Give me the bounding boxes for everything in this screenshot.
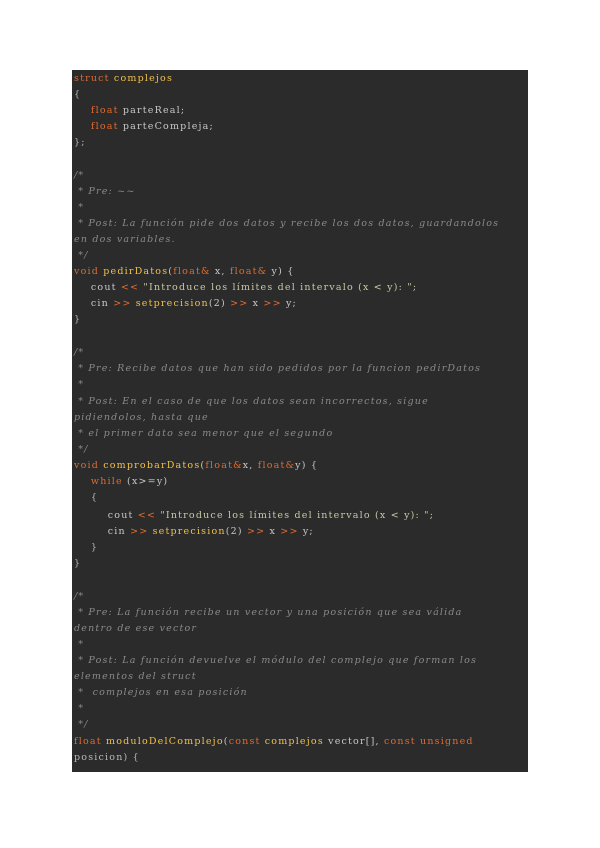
comment-line: */ bbox=[74, 444, 89, 455]
keyword: const unsigned bbox=[383, 736, 474, 747]
code-text: cin bbox=[74, 526, 131, 537]
code-line bbox=[74, 526, 528, 538]
code-line bbox=[74, 460, 528, 472]
comment-line: * Post: La función pide dos datos y recibe los dos datos, guardandolos bbox=[74, 218, 500, 229]
code-text: cin bbox=[74, 298, 114, 309]
function-name: pedirDatos bbox=[99, 266, 169, 277]
comment-line: pidiendolos, hasta que bbox=[74, 412, 209, 423]
code-line bbox=[74, 105, 528, 117]
code-line: { bbox=[74, 89, 82, 100]
function-name: moduloDelComplejo bbox=[101, 736, 224, 747]
code-text: y; bbox=[298, 526, 314, 537]
code-line: }; bbox=[74, 137, 86, 148]
code-line bbox=[74, 121, 528, 133]
operator: >> bbox=[246, 526, 266, 537]
comment-line: dentro de ese vector bbox=[74, 623, 198, 634]
keyword: void bbox=[74, 460, 100, 471]
keyword: float& bbox=[257, 460, 296, 471]
code-text: cout bbox=[74, 282, 121, 293]
comment-line: en dos variables. bbox=[74, 234, 176, 245]
code-text: vector[], bbox=[323, 736, 384, 747]
keyword: struct bbox=[74, 73, 110, 84]
code-line: } bbox=[74, 558, 82, 569]
comment-line: */ bbox=[74, 719, 89, 730]
keyword: float& bbox=[229, 266, 268, 277]
code-text: ( bbox=[200, 460, 206, 471]
comment-line: * el primer dato sea menor que el segundo bbox=[74, 428, 334, 439]
code-text: (2) bbox=[225, 526, 247, 537]
code-text: y; bbox=[281, 298, 297, 309]
operator: >> bbox=[263, 298, 282, 309]
code-line: { bbox=[74, 492, 99, 503]
string: "Introduce los límites del intervalo (x < y): "; bbox=[139, 282, 418, 293]
comment-line: * Pre: La función recibe un vector y una posición que sea válida bbox=[74, 607, 463, 618]
keyword: float& bbox=[173, 266, 211, 277]
function-name: setprecision bbox=[131, 298, 209, 309]
code-line: } bbox=[74, 314, 82, 325]
function-name: setprecision bbox=[148, 526, 226, 537]
comment-line: * Pre: Recibe datos que han sido pedidos por la funcion pedirDatos bbox=[74, 363, 482, 374]
code-text: ( bbox=[223, 736, 229, 747]
keyword: float bbox=[74, 105, 119, 116]
code-line: posicion) { bbox=[74, 752, 140, 763]
code-text: y) { bbox=[295, 460, 319, 471]
comment-line: /* bbox=[74, 347, 85, 358]
keyword: void bbox=[74, 266, 100, 277]
code-text: (x>=y) bbox=[122, 476, 169, 487]
keyword: float& bbox=[205, 460, 243, 471]
comment-line: * Post: La función devuelve el módulo del complejo que forman los bbox=[74, 655, 478, 666]
code-block bbox=[72, 70, 528, 772]
keyword: float bbox=[74, 121, 119, 132]
operator: >> bbox=[230, 298, 249, 309]
comment-line: */ bbox=[74, 250, 89, 261]
comment-line: * complejos en esa posición bbox=[74, 687, 248, 698]
code-line bbox=[74, 266, 528, 278]
code-text: x bbox=[248, 298, 264, 309]
operator: << bbox=[120, 282, 140, 293]
code-line bbox=[74, 282, 528, 294]
code-line bbox=[74, 736, 528, 748]
code-text: y) { bbox=[267, 266, 295, 277]
comment-line: elementos del struct bbox=[74, 671, 197, 682]
code-text: parteCompleja; bbox=[118, 121, 214, 132]
code-text: cout bbox=[74, 510, 138, 521]
code-line: } bbox=[74, 542, 99, 553]
keyword: const bbox=[228, 736, 261, 747]
comment-line: * bbox=[74, 639, 85, 650]
code-line bbox=[74, 510, 528, 522]
code-text: parteReal; bbox=[118, 105, 186, 116]
operator: << bbox=[137, 510, 157, 521]
comment-line: * Post: En el caso de que los datos sean incorrectos, sigue bbox=[74, 396, 429, 407]
type-name: complejos bbox=[260, 736, 324, 747]
code-line bbox=[74, 298, 528, 310]
function-name: comprobarDatos bbox=[99, 460, 201, 471]
keyword: while bbox=[74, 476, 123, 487]
comment-line: /* bbox=[74, 170, 85, 181]
operator: >> bbox=[130, 526, 149, 537]
comment-line: * Pre: ~~ bbox=[74, 186, 136, 197]
comment-line: * bbox=[74, 379, 85, 390]
code-line bbox=[74, 73, 528, 85]
comment-line: * bbox=[74, 202, 85, 213]
code-line bbox=[74, 476, 528, 488]
comment-line: * bbox=[74, 703, 85, 714]
code-text: x, bbox=[210, 266, 230, 277]
identifier: complejos bbox=[109, 73, 174, 84]
code-text: x, bbox=[242, 460, 258, 471]
keyword: float bbox=[74, 736, 102, 747]
code-text: x bbox=[265, 526, 281, 537]
operator: >> bbox=[280, 526, 299, 537]
comment-line: /* bbox=[74, 591, 85, 602]
operator: >> bbox=[113, 298, 132, 309]
string: "Introduce los límites del intervalo (x < y): "; bbox=[156, 510, 435, 521]
code-text: (2) bbox=[208, 298, 231, 309]
code-text: ( bbox=[168, 266, 174, 277]
